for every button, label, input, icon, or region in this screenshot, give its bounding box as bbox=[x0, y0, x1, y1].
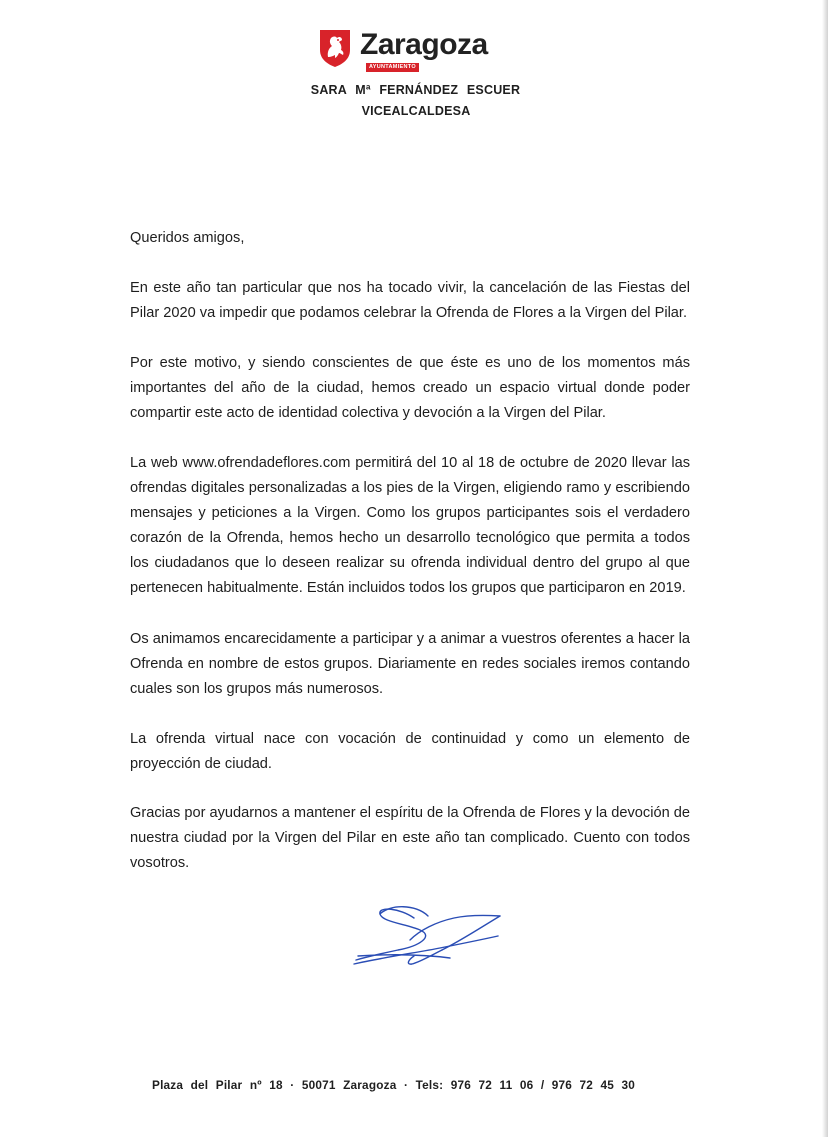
author-name: SARA Mª FERNÁNDEZ ESCUER bbox=[310, 83, 521, 97]
paragraph-2: Por este motivo, y siendo conscientes de que éste es uno de los momentos más importantes del año de la ciudad, hemos creado un espacio virtual donde poder compartir este acto de identidad colectiva y devoción a la Virgen del Pilar. bbox=[130, 355, 690, 421]
paragraph-6: Gracias por ayudarnos a mantener el espíritu de la Ofrenda de Flores y la devoción de nuestra ciudad por la Virgen del Pilar en este año tan complicado. Cuento con todos vosotros. bbox=[130, 805, 690, 871]
footer-address: Plaza del Pilar nº 18 · 50071 Zaragoza · Tels: 976 72 11 06 / 976 72 45 30 bbox=[152, 1078, 636, 1092]
handwritten-signature bbox=[350, 900, 510, 970]
paragraph-1: En este año tan particular que nos ha tocado vivir, la cancelación de las Fiestas del Pilar 2020 va impedir que podamos celebrar la Ofrenda de Flores a la Virgen del Pilar. bbox=[130, 280, 690, 321]
author-role: VICEALCALDESA bbox=[361, 104, 471, 118]
lion-shield-icon bbox=[318, 28, 352, 68]
page-edge-shadow bbox=[822, 0, 828, 1137]
paragraph-5: La ofrenda virtual nace con vocación de continuidad y como un elemento de proyección de ciudad. bbox=[130, 731, 690, 772]
logo-subtitle: AYUNTAMIENTO bbox=[366, 63, 419, 72]
paragraph-4: Os animamos encarecidamente a participar y a animar a vuestros oferentes a hacer la Ofrenda en nombre de estos grupos. Diariamente en redes sociales iremos contando cuales son los grupos más numerosos. bbox=[130, 631, 690, 697]
logo-wordmark: Zaragoza bbox=[360, 28, 488, 61]
paragraph-3: La web www.ofrendadeflores.com permitirá del 10 al 18 de octubre de 2020 llevar las ofrendas digitales personalizadas a los pies de la Virgen, eligiendo ramo y escribiendo mensajes y peticiones a la Virgen. Como los grupos participantes sois el verdadero corazón de la Ofrenda, hemos hecho un desarrollo tecnológico que permita a todos los ciudadanos que lo deseen realizar su ofrenda individual dentro del grupo al que pertenecen habitualmente. Están incluidos todos los grupos que participaron en 2019. bbox=[130, 455, 690, 596]
zaragoza-logo bbox=[318, 28, 508, 72]
greeting: Queridos amigos, bbox=[130, 230, 245, 246]
